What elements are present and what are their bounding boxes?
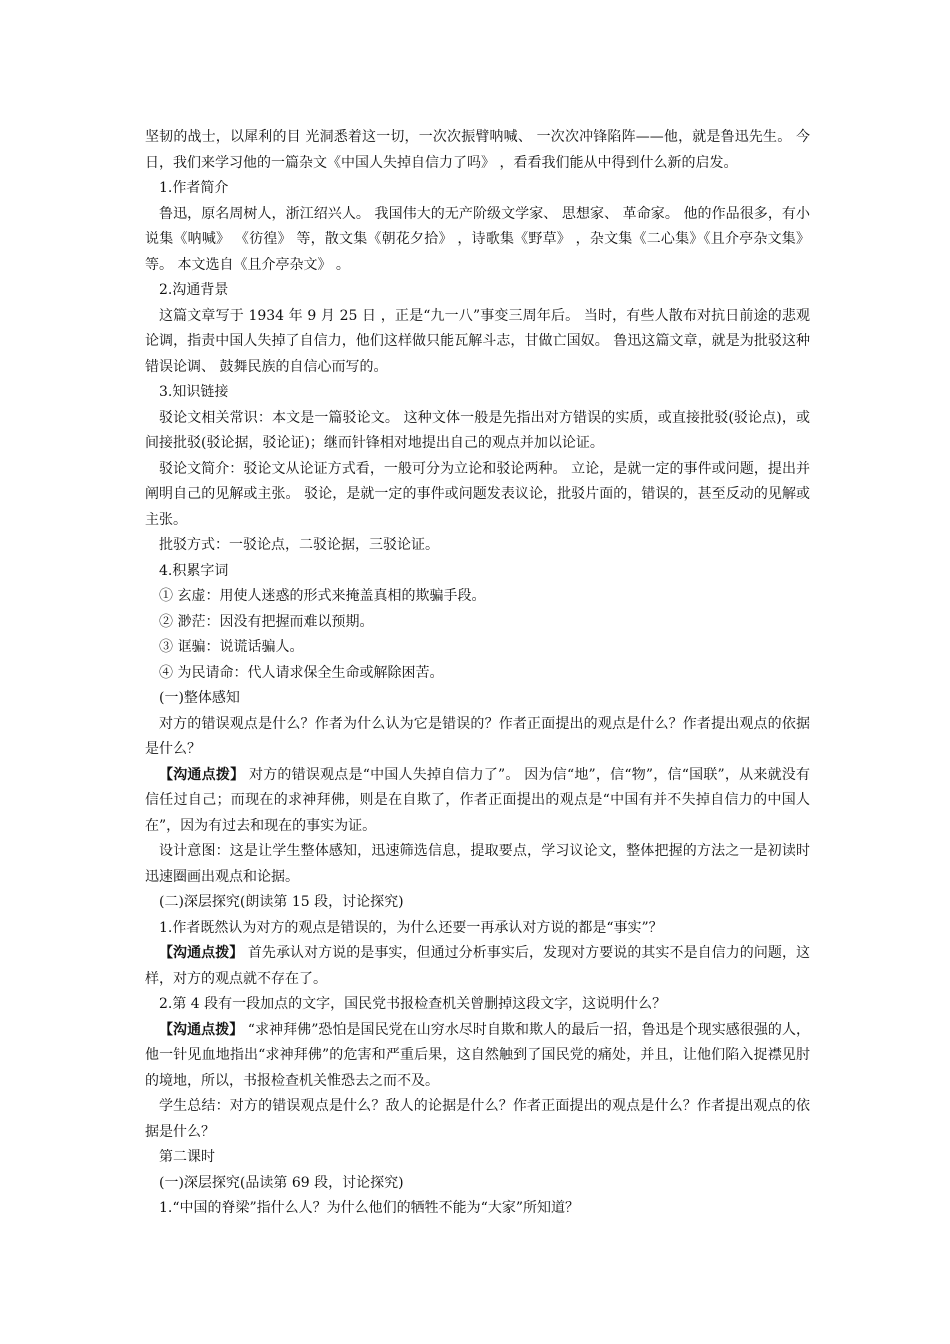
student-summary-paragraph: 学生总结：对方的错误观点是什么？敌人的论据是什么？作者正面提出的观点是什么？作者提出观点的依据是什么？ [145, 1098, 810, 1140]
author-paragraph: 鲁迅，原名周树人，浙江绍兴人。 我国伟大的无产阶级文学家、 思想家、 革命家。 他的作品很多，有小说集《呐喊》 《彷徨》 等，散文集《朝花夕拾》 ，诗歌集《野草》 ，杂文集《二心集》《且介亭杂文集》 等。 本文选自《且介亭杂文》 。 [145, 205, 810, 273]
deep-question-1: 1.作者既然认为对方的观点是错误的，为什么还要一再承认对方说的都是“事实”？ [159, 919, 663, 936]
answer-text: “求神拜佛”恐怕是国民党在山穷水尽时自欺和欺人的最后一招，鲁迅是个现实感很强的人，他一针见血地指出“求神拜佛”的危害和严重后果，这自然触到了国民党的痛处，并且，让他们陷入捉襟见肘的境地，所以，书报检查机关惟恐去之而不及。 [145, 1021, 811, 1089]
answer-text: 首先承认对方说的是事实，但通过分析事实后，发现对方要说的其实不是自信力的问题，这样，对方的观点就不存在了。 [145, 945, 811, 987]
section-heading-deep-2: (一)深层探究(品读第 69 段，讨论探究) [159, 1174, 404, 1191]
vocabulary-item-3: ③ 诓骗：说谎话骗人。 [159, 639, 304, 655]
design-intent-paragraph: 设计意图：这是让学生整体感知，迅速筛选信息，提取要点，学习议论文，整体把握的方法之一是初读时迅速圈画出观点和论据。 [145, 843, 810, 885]
section-heading-background: 2.沟通背景 [159, 282, 229, 298]
intro-paragraph: 坚韧的战士，以犀利的目 光洞悉着这一切，一次次振臂呐喊、 一次次冲锋陷阵——他，就是鲁迅先生。 今日，我们来学习他的一篇杂文《中国人失掉自信力了吗》 ，看看我们能从中得到什么新的启发。 [145, 129, 810, 171]
answer-text: 对方的错误观点是“中国人失掉自信力了”。 因为信“地”，信“物”，信“国联”，从来就没有信任过自己；而现在的求神拜佛，则是在自欺了，作者正面提出的观点是“中国有并不失掉自信力的中国人在”，因为有过去和现在的事实为证。 [145, 766, 811, 834]
answer-tag: 【沟通点拨】 [159, 1021, 244, 1038]
vocabulary-item-4: ④ 为民请命：代人请求保全生命或解除困苦。 [159, 664, 444, 681]
section-heading-deep-1: (二)深层探究(朗读第 15 段，讨论探究) [159, 894, 404, 910]
deep-answer-2 [145, 1018, 810, 1095]
section-heading-overall: (一)整体感知 [159, 690, 240, 706]
deep-answer-1 [145, 941, 810, 992]
vocabulary-item-2: ② 渺茫：因没有把握而难以预期。 [159, 613, 374, 630]
lesson-two-heading: 第二课时 [159, 1149, 215, 1165]
document-page [145, 125, 810, 1222]
section-heading-knowledge: 3.知识链接 [159, 384, 229, 400]
deep-question-3: 1.“中国的脊梁”指什么人？为什么他们的牺牲不能为“大家”所知道？ [159, 1200, 579, 1216]
section-heading-vocabulary: 4.积累字词 [159, 562, 229, 579]
answer-tag: 【沟通点拨】 [159, 945, 244, 961]
overall-question: 对方的错误观点是什么？作者为什么认为它是错误的？作者正面提出的观点是什么？作者提出观点的依据是什么？ [145, 715, 810, 757]
knowledge-paragraph-1: 驳论文相关常识：本文是一篇驳论文。 这种文体一般是先指出对方错误的实质，或直接批驳(驳论点)，或间接批驳(驳论据，驳论证)；继而针锋相对地提出自己的观点并加以论证。 [145, 409, 810, 451]
knowledge-paragraph-2: 驳论文简介：驳论文从论证方式看，一般可分为立论和驳论两种。 立论，是就一定的事件或问题，提出并阐明自己的见解或主张。 驳论，是就一定的事件或问题发表议论，批驳片面的，错误的，甚至反动的见解或主张。 [145, 460, 810, 528]
section-heading-author: 1.作者简介 [159, 180, 229, 196]
answer-tag: 【沟通点拨】 [159, 766, 245, 783]
overall-answer [145, 763, 810, 840]
knowledge-paragraph-3: 批驳方式：一驳论点，二驳论据，三驳论证。 [159, 537, 439, 553]
deep-question-2: 2.第 4 段有一段加点的文字，国民党书报检查机关曾删掉这段文字，这说明什么？ [159, 996, 667, 1012]
background-paragraph: 这篇文章写于 1934 年 9 月 25 日 ，正是“九一八”事变三周年后。 当时，有些人散布对抗日前途的悲观论调，指责中国人失掉了自信力，他们这样做只能瓦解斗志，甘做亡国奴。 鲁迅这篇文章，就是为批驳这种错误论调、 鼓舞民族的自信心而写的。 [145, 307, 810, 375]
vocabulary-item-1: ① 玄虚：用使人迷惑的形式来掩盖真相的欺骗手段。 [159, 588, 486, 604]
